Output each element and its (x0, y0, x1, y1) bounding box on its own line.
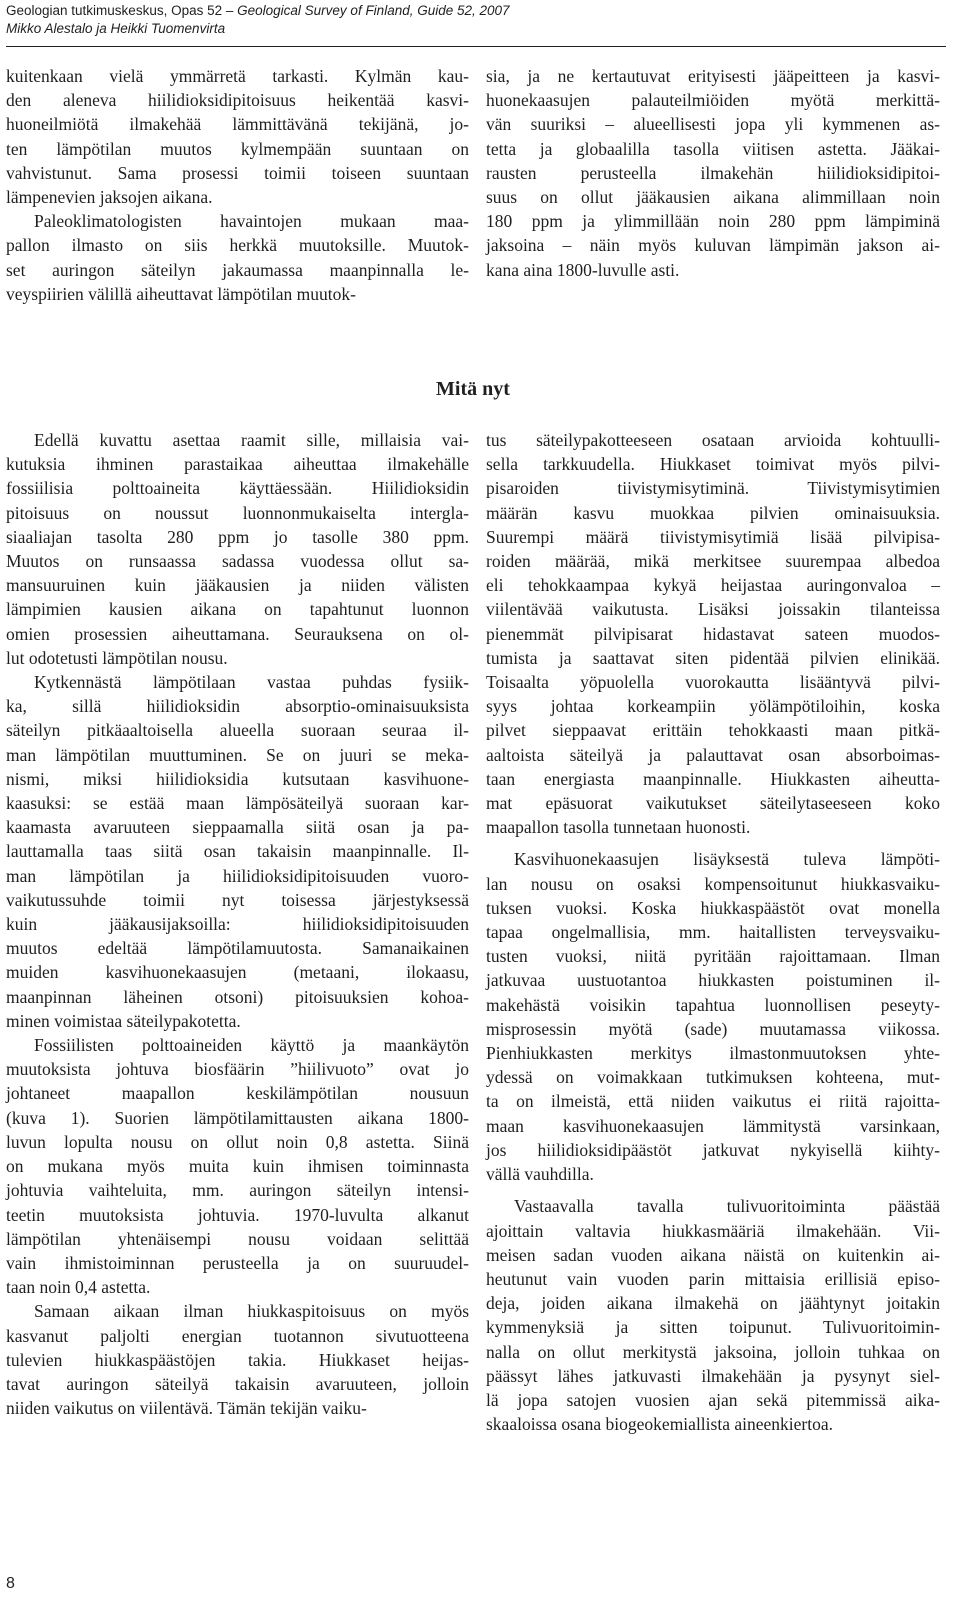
text-line: tumista ja saattavat siten pidentää pilvien elinikää. (486, 647, 940, 668)
paragraph-gap (486, 839, 940, 847)
text-line: päässyt lähes jatkuvasti ilmakehään ja pysynyt siel- (486, 1365, 940, 1386)
text-line: vaikutussuhde toimii nyt toisessa järjestyksessä (6, 889, 469, 910)
text-line: ka, sillä hiilidioksidin absorptio-ominaisuuksista (6, 696, 469, 717)
text-line: suus on ollut jääkausien aikana alimmillaan noin (486, 187, 940, 208)
text-line: Edellä kuvattu asettaa raamit sille, millaisia vai- (34, 430, 469, 450)
text-line: nalla on ollut merkitystä jaksoina, jolloin tuhkaa on (486, 1341, 940, 1362)
text-line: teetin muutoksista johtuvia. 1970-luvulta alkanut (6, 1204, 469, 1225)
text-line: Pienhiukkasten merkitys ilmastonmuutoksen yhte- (486, 1043, 940, 1064)
text-line: siaaliajan tasolta 280 ppm jo tasolle 380 ppm. (6, 526, 469, 547)
text-line: maan kasvihuonekaasujen lämmitystä varsinkaan, (486, 1115, 940, 1136)
text-line: on mukana myös muita kuin ihmisen toiminnasta (6, 1156, 469, 1177)
header-rule (6, 46, 946, 47)
header-publication-en: Geological Survey of Finland, Guide 52, 2007 (237, 3, 510, 18)
text-line: fossiilisia polttoaineita käyttäessään. Hiilidioksidin (6, 478, 469, 499)
text-column-1 (6, 64, 469, 306)
paragraph-gap (486, 1186, 940, 1194)
text-line: kymmenyksiä ja sitten toipunut. Tulivuoritoimin- (486, 1317, 940, 1338)
text-line: sia, ja ne kertautuvat erityisesti jääpeitteen ja kasvi- (486, 66, 940, 86)
text-line: pilvet sieppaavat erittäin tehokkaasti maan pitkä- (486, 720, 940, 741)
text-line: taan noin 0,4 astetta. (6, 1277, 151, 1298)
text-line: meisen sadan vuoden aikana näistä on kuitenkin ai- (486, 1244, 940, 1265)
text-line: pisaroiden tiivistymisytiminä. Tiivistymisytimien (486, 478, 940, 499)
text-line: man lämpötilan ja hiilidioksidipitoisuuden vuoro- (6, 865, 469, 886)
text-line: määrän kasvu muokkaa pilvien ominaisuuksia. (486, 502, 940, 523)
text-line: tavat auringon säteilyä takaisin avaruuteen, jolloin (6, 1373, 469, 1394)
text-line: ten lämpötilan muutos kylmempään suuntaan on (6, 138, 469, 159)
text-line: luvun lopulta nousu on ollut noin 0,8 astetta. Siinä (6, 1131, 469, 1152)
section-title: Mitä nyt (436, 378, 510, 400)
text-line: johtuvia vaihteluita, mm. auringon säteilyn intensi- (6, 1180, 469, 1201)
text-line: lan nousu on osaksi kompensoitunut hiukkasvaiku- (486, 873, 940, 894)
text-line: Samaan aikaan ilman hiukkaspitoisuus on myös (34, 1301, 469, 1322)
text-line: muiden kasvihuonekaasujen (metaani, ilokaasu, (6, 962, 469, 983)
text-line: vahvistunut. Sama prosessi toimii toiseen suuntaan (6, 162, 469, 183)
text-line: viilentävää vaikutusta. Lisäksi joissakin tilanteissa (486, 599, 940, 620)
text-line: Muutos on runsaassa sadassa vuodessa ollut sa- (6, 551, 469, 572)
text-line: skaaloissa osana biogeokemiallista aineenkiertoa. (486, 1414, 833, 1435)
text-line: Kasvihuonekaasujen lisäyksestä tuleva lämpöti- (514, 849, 940, 870)
text-line: heutunut vain vuoden parin mittaisia erillisiä episo- (486, 1268, 940, 1289)
text-line: Suurempi määrä tiivistymisytimiä lisää pilvipisa- (486, 526, 940, 547)
text-line: eli tehokkaampaa kykyä heijastaa auringonvaloa – (486, 575, 940, 596)
text-line: muutos edeltää lämpötilamuutosta. Samanaikainen (6, 938, 469, 959)
text-line: ta on ilmeistä, että niiden vaikutus ei riitä rajoitta- (486, 1091, 940, 1112)
text-line: deja, joiden aikana ilmakehä on jäähtynyt joitakin (486, 1293, 940, 1314)
text-line: Paleoklimatologisten havaintojen mukaan maa- (34, 211, 469, 232)
text-line: huonekaasujen palauteilmiöiden myötä merkittä- (486, 90, 940, 111)
text-line: omien prosessien aiheuttamana. Seurauksena on ol- (6, 623, 469, 644)
text-line: lut odotetusti lämpötilan nousu. (6, 647, 228, 668)
text-line: tapaa ongelmallisia, mm. haitallisten terveysvaiku- (486, 922, 940, 943)
text-line: kaasuksi: se estää maan lämpösäteilyä suoraan kar- (6, 793, 469, 814)
text-line: jaksoina – näin myös kuluvan lämpimän jakson ai- (486, 235, 940, 256)
text-line: Toisaalta yöpuolella vuorokautta lisääntyvä pilvi- (486, 672, 940, 693)
text-line: huoneilmiötä ilmakehää lämmittävänä tekijänä, jo- (6, 114, 469, 135)
text-line: tetta ja globaalilla tasolla viitisen astetta. Jääkai- (486, 138, 940, 159)
text-line: misprosessin myötä (sade) muutamassa viikossa. (486, 1018, 940, 1039)
text-line: kasvanut paljolti energian tuotannon sivutuotteena (6, 1325, 469, 1346)
text-line: (kuva 1). Suorien lämpötilamittausten aikana 1800- (6, 1107, 469, 1128)
text-line: vällä vauhdilla. (486, 1164, 594, 1185)
text-line: säteilyn pitkäaaltoisella alueella suoraan seuraa il- (6, 720, 469, 741)
running-header (6, 0, 946, 44)
text-line: lä jopa satojen vuosien ajan sekä pitemmissä aika- (486, 1389, 940, 1410)
text-line: syys johtaa korkeampiin yölämpötiloihin, koska (486, 696, 940, 717)
text-line: lauttamalla taas siitä osan takaisin maanpinnalle. Il- (6, 841, 469, 862)
text-line: tus säteilypakotteeseen osataan arvioida kohtuulli- (486, 430, 940, 450)
text-line: veyspiirien välillä aiheuttavat lämpötilan muutok- (6, 283, 356, 304)
text-column-2 (486, 64, 940, 282)
text-line: pienemmät pilvipisarat hidastavat sateen muodos- (486, 623, 940, 644)
text-column-3 (6, 428, 469, 1420)
text-line: niiden vaikutus on viilentävä. Tämän tekijän vaiku- (6, 1398, 367, 1419)
text-line: minen voimistaa säteilypakotetta. (6, 1010, 241, 1031)
text-line: muutoksista johtuva biosfäärin ”hiilivuoto” ovat jo (6, 1059, 469, 1080)
text-line: roiden määrää, mikä merkitsee suurempaa albedoa (486, 551, 940, 572)
text-line: johtaneet maapallon keskilämpötilan nousuun (6, 1083, 469, 1104)
text-line: mansuuruinen kuin jääkausien ja niiden välisten (6, 575, 469, 596)
text-line: jos hiilidioksidipäästöt jatkuvat nykyisellä kiihty- (486, 1139, 940, 1160)
text-line: kana aina 1800-luvulle asti. (486, 259, 680, 280)
text-line: tulevien hiukkaspäästöjen takia. Hiukkaset heijas- (6, 1349, 469, 1370)
text-line: sella tarkkuudella. Hiukkaset toimivat myös pilvi- (486, 454, 940, 475)
text-line: set auringon säteilyn jakaumassa maanpinnalla le- (6, 259, 469, 280)
text-line: taan energiasta maanpinnalle. Hiukkasten aiheutta- (486, 768, 940, 789)
text-line: kuin jääkausijaksoilla: hiilidioksidipitoisuuden (6, 914, 469, 935)
text-line: kutuksia ihminen parastaikaa aiheuttaa ilmakehälle (6, 454, 469, 475)
page-number: 8 (6, 1575, 15, 1592)
header-line-1 (6, 2, 510, 20)
text-line: aaltoista säteilyä ja palauttavat osan absorboimas- (486, 744, 940, 765)
text-line: vän suuriksi – alueellisesti jopa yli kymmenen as- (486, 114, 940, 135)
text-column-4 (486, 428, 940, 1436)
text-line: tusten vuoksi, niitä pyritään rajoittamaan. Ilman (486, 946, 940, 967)
text-line: Kytkennästä lämpötilaan vastaa puhdas fysiik- (34, 672, 469, 693)
text-line: lämpenevien jaksojen aikana. (6, 187, 213, 208)
text-line: lämpimien kausien aikana on tapahtunut luonnon (6, 599, 469, 620)
text-line: makehästä voisikin tapahtua luonnollisen peseyty- (486, 994, 940, 1015)
header-publication-fi: Geologian tutkimuskeskus, Opas 52 – (6, 3, 238, 18)
text-line: rausten perusteella ilmakehän hiilidioksidipitoi- (486, 162, 940, 183)
header-authors: Mikko Alestalo ja Heikki Tuomenvirta (6, 21, 226, 36)
text-line: maanpinnan läheinen otsoni) pitoisuuksien kohoa- (6, 986, 469, 1007)
text-line: tuksen vuoksi. Koska hiukkaspäästöt ovat monella (486, 897, 940, 918)
text-line: Fossiilisten polttoaineiden käyttö ja maankäytön (34, 1035, 469, 1056)
text-line: vain ihmistoiminnan perusteella ja on suuruudel- (6, 1252, 469, 1273)
text-line: 180 ppm ja ylimmillään noin 280 ppm lämpiminä (486, 211, 940, 232)
text-line: man lämpötilan muuttuminen. Se on juuri se meka- (6, 744, 469, 765)
text-line: jatkuvaa uustuotantoa hiukkasten poistuminen il- (486, 970, 940, 991)
text-line: pitoisuus on noussut luonnonmukaiselta intergla- (6, 502, 469, 523)
text-line: kaamasta avaruuteen sieppaamalla siitä osan ja pa- (6, 817, 469, 838)
text-line: ajoittain valtavia hiukkasmääriä ilmakehään. Vii- (486, 1220, 940, 1241)
text-line: Vastaavalla tavalla tulivuoritoiminta päästää (514, 1196, 940, 1217)
text-line: lämpötilan yhtenäisempi nousu voidaan selittää (6, 1228, 469, 1249)
text-line: nismi, miksi hiilidioksidia kutsutaan kasvihuone- (6, 768, 469, 789)
text-line: mat epäsuorat vaikutukset säteilytaseeseen koko (486, 793, 940, 814)
text-line: kuitenkaan vielä ymmärretä tarkasti. Kylmän kau- (6, 66, 469, 86)
text-line: maapallon tasolla tunnetaan huonosti. (486, 817, 751, 838)
text-line: pallon ilmasto on siis herkkä muutoksille. Muutok- (6, 235, 469, 256)
text-line: ydessä on voimakkaan tutkimuksen kohteena, mut- (486, 1067, 940, 1088)
text-line: den aleneva hiilidioksidipitoisuus heikentää kasvi- (6, 90, 469, 111)
